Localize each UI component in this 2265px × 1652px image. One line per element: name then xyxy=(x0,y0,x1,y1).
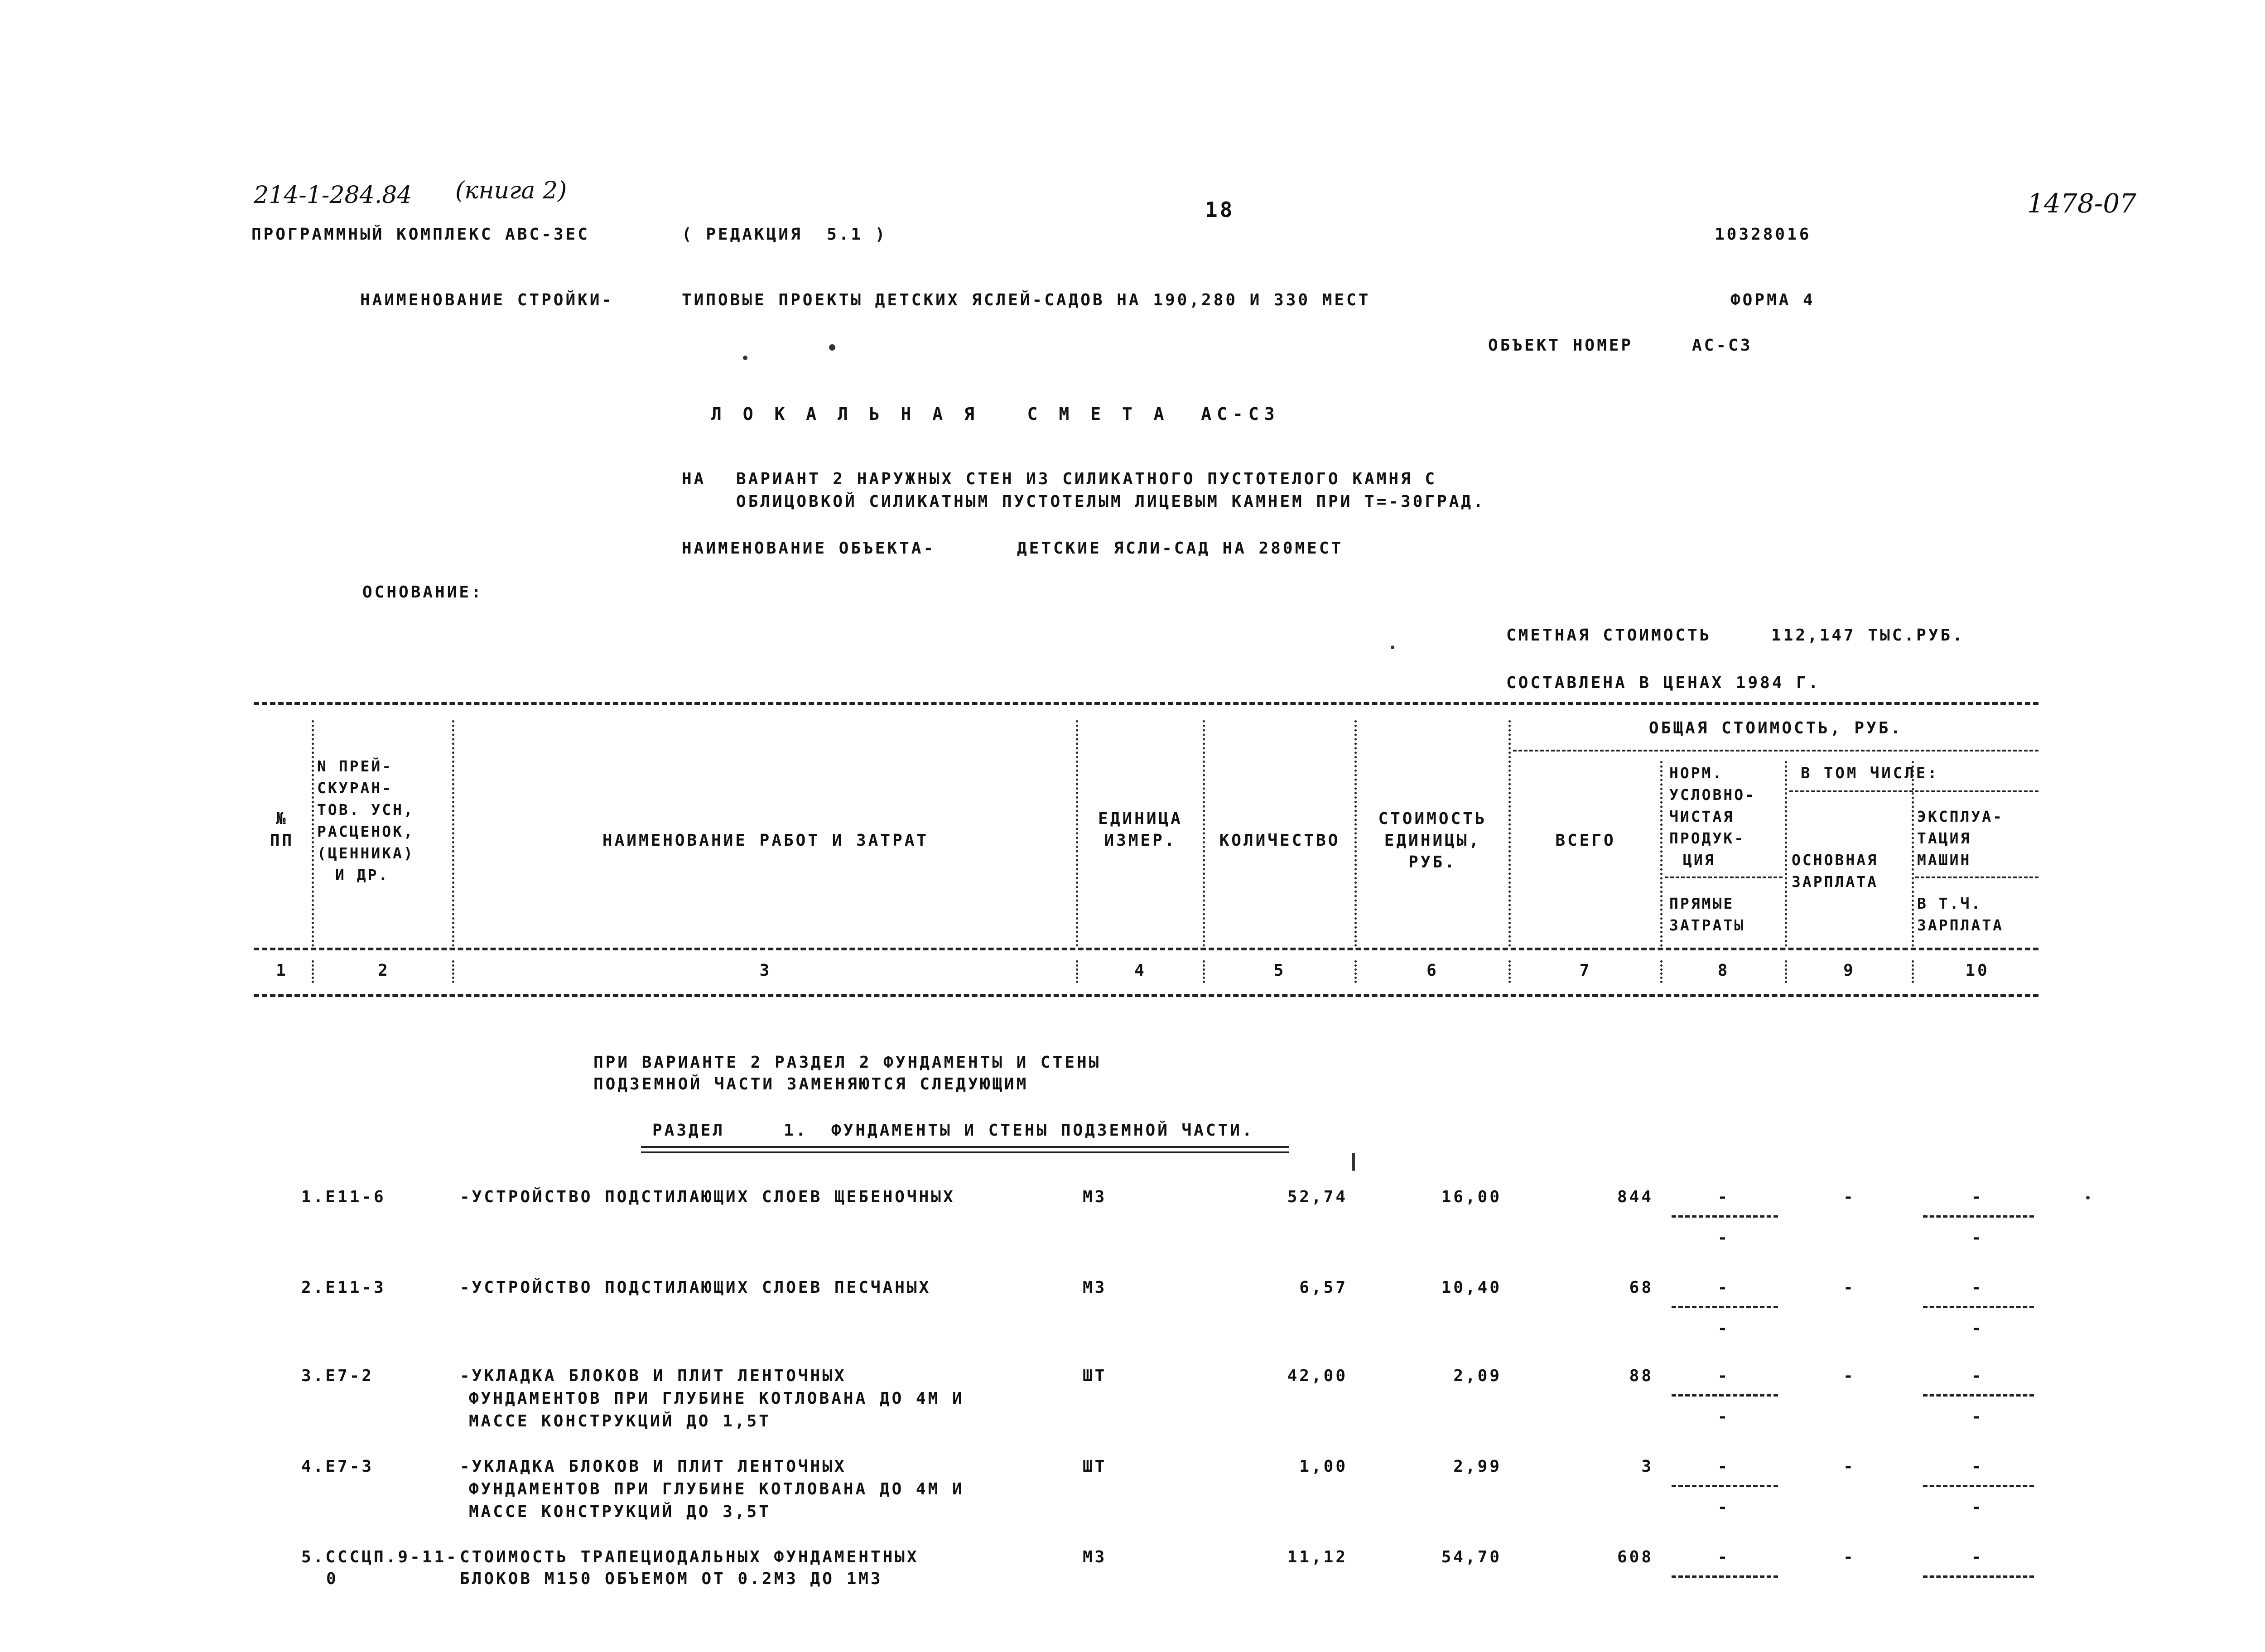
cell-rule xyxy=(1672,1306,1778,1308)
section-underline xyxy=(641,1146,1289,1153)
program-name: ПРОГРАММНЫЙ КОМПЛЕКС АВС-3ЕС xyxy=(251,225,590,244)
row-work-name: -УКЛАДКА БЛОКОВ И ПЛИТ ЛЕНТОЧНЫХ xyxy=(460,1367,847,1385)
header-col1-line2: ПП xyxy=(270,831,294,850)
column-separator xyxy=(312,960,314,983)
row-code-cont: 0 xyxy=(326,1570,338,1588)
row-net-product: - xyxy=(1717,1278,1730,1297)
row-unit-cost: 10,40 xyxy=(1441,1278,1502,1297)
row-quantity: 6,57 xyxy=(1299,1278,1348,1297)
header-col8-rule xyxy=(1665,877,1783,878)
row-base-salary: - xyxy=(1843,1188,1855,1206)
row-base-salary: - xyxy=(1843,1278,1855,1297)
row-work-name-cont: МАССЕ КОНСТРУКЦИЙ ДО 3,5Т xyxy=(469,1503,771,1521)
row-total: 608 xyxy=(1617,1548,1653,1566)
row-unit: ШТ xyxy=(1083,1457,1107,1476)
row-work-name-cont: ФУНДАМЕНТОВ ПРИ ГЛУБИНЕ КОТЛОВАНА ДО 4М И xyxy=(469,1480,964,1498)
row-machines: - xyxy=(1971,1548,1984,1566)
cell-rule xyxy=(1923,1485,2034,1487)
column-separator xyxy=(1508,960,1511,983)
column-separator xyxy=(1912,960,1914,983)
header-col10-line: ТАЦИЯ xyxy=(1917,829,1971,847)
row-work-name: -УКЛАДКА БЛОКОВ И ПЛИТ ЛЕНТОЧНЫХ xyxy=(460,1457,847,1476)
row-work-name: -УСТРОЙСТВО ПОДСТИЛАЮЩИХ СЛОЕВ ЩЕБЕНОЧНЫХ xyxy=(460,1188,955,1206)
column-separator xyxy=(1203,960,1205,983)
column-number: 10 xyxy=(1965,961,1990,980)
row-work-name-cont: ФУНДАМЕНТОВ ПРИ ГЛУБИНЕ КОТЛОВАНА ДО 4М И xyxy=(469,1389,964,1408)
column-number: 6 xyxy=(1426,961,1439,980)
cell-rule xyxy=(1923,1215,2034,1218)
header-total-cost: ОБЩАЯ СТОИМОСТЬ, РУБ. xyxy=(1648,719,1903,737)
header-col10-line: МАШИН xyxy=(1917,851,1971,869)
estimated-cost-label: СМЕТНАЯ СТОИМОСТЬ xyxy=(1506,626,1712,645)
column-number: 5 xyxy=(1273,961,1286,980)
scan-speck xyxy=(829,344,835,351)
document-id: 10328016 xyxy=(1715,225,1812,244)
section-number: 1. xyxy=(784,1121,808,1140)
row-work-name: -УСТРОЙСТВО ПОДСТИЛАЮЩИХ СЛОЕВ ПЕСЧАНЫХ xyxy=(460,1278,931,1297)
column-number: 7 xyxy=(1579,961,1592,980)
scan-speck xyxy=(2086,1196,2090,1199)
header-unit-line2: ИЗМЕР. xyxy=(1104,831,1177,850)
section-title: ФУНДАМЕНТЫ И СТЕНЫ ПОДЗЕМНОЙ ЧАСТИ. xyxy=(831,1121,1254,1140)
column-number: 9 xyxy=(1843,961,1855,980)
column-number-bottom-rule xyxy=(254,994,2038,997)
row-quantity: 52,74 xyxy=(1287,1188,1348,1206)
column-separator xyxy=(312,720,314,947)
header-unit-cost-line3: РУБ. xyxy=(1408,853,1457,872)
object-name-label: НАИМЕНОВАНИЕ ОБЪЕКТА- xyxy=(682,539,936,558)
row-total: 3 xyxy=(1641,1457,1653,1476)
row-unit-cost: 2,99 xyxy=(1453,1457,1502,1476)
variant-note-line2: ПОДЗЕМНОЙ ЧАСТИ ЗАМЕНЯЮТСЯ СЛЕДУЮЩИМ xyxy=(593,1075,1029,1093)
section-label: РАЗДЕЛ xyxy=(652,1121,725,1140)
row-machines: - xyxy=(1971,1188,1984,1206)
header-group-rule xyxy=(1513,750,2038,751)
row-unit: М3 xyxy=(1083,1548,1107,1566)
column-separator xyxy=(1354,960,1357,983)
row-base-salary: - xyxy=(1843,1548,1855,1566)
column-separator xyxy=(1912,761,1914,947)
document-title: Л О К А Л Ь Н А Я С М Е Т А АС-СЗ xyxy=(711,404,1280,424)
header-unit-cost-line1: СТОИМОСТЬ xyxy=(1378,809,1487,828)
row-machines: - xyxy=(1971,1278,1984,1297)
header-unit-line1: ЕДИНИЦА xyxy=(1098,809,1183,828)
row-machines: - xyxy=(1971,1367,1984,1385)
estimated-cost-value: 112,147 ТЫС.РУБ. xyxy=(1771,626,1965,645)
table-top-rule xyxy=(254,702,2038,705)
column-separator xyxy=(1785,761,1787,947)
row-code: 1.Е11-6 xyxy=(301,1188,386,1206)
purpose-line-1: ВАРИАНТ 2 НАРУЖНЫХ СТЕН ИЗ СИЛИКАТНОГО ПУСТОТЕЛОГО КАМНЯ С xyxy=(736,470,1437,488)
column-separator xyxy=(1076,960,1078,983)
row-base-salary: - xyxy=(1843,1457,1855,1476)
cell-rule xyxy=(1672,1394,1778,1397)
row-machines-salary: - xyxy=(1971,1319,1984,1338)
header-col8-line: ПРЯМЫЕ xyxy=(1669,895,1735,912)
row-unit-cost: 54,70 xyxy=(1441,1548,1502,1566)
header-works-name: НАИМЕНОВАНИЕ РАБОТ И ЗАТРАТ xyxy=(602,831,929,850)
row-net-product: - xyxy=(1717,1457,1730,1476)
scan-speck xyxy=(743,356,747,360)
purpose-line-2: ОБЛИЦОВКОЙ СИЛИКАТНЫМ ПУСТОТЕЛЫМ ЛИЦЕВЫМ КАМНЕМ ПРИ Т=-30ГРАД. xyxy=(736,492,1485,511)
row-direct-costs: - xyxy=(1717,1228,1730,1247)
header-unit-cost-line2: ЕДИНИЦЫ, xyxy=(1384,831,1481,850)
header-quantity: КОЛИЧЕСТВО xyxy=(1219,831,1340,850)
row-code: 2.Е11-3 xyxy=(301,1278,386,1297)
header-col2-line: N ПРЕЙ- xyxy=(317,757,393,775)
row-code: 5.СССЦП.9-11- xyxy=(301,1548,458,1566)
price-base-label: СОСТАВЛЕНА В ЦЕНАХ 1984 Г. xyxy=(1506,674,1821,692)
header-col2-line: (ЦЕННИКА) xyxy=(317,844,414,862)
row-work-name: СТОИМОСТЬ ТРАПЕЦИОДАЛЬНЫХ ФУНДАМЕНТНЫХ xyxy=(460,1548,919,1566)
column-separator xyxy=(452,960,454,983)
header-col10-line: В Т.Ч. xyxy=(1917,895,1982,912)
basis-label: ОСНОВАНИЕ: xyxy=(362,583,483,602)
header-col8-line: НОРМ. xyxy=(1669,764,1724,782)
column-number: 1 xyxy=(276,961,288,980)
construction-name-value: ТИПОВЫЕ ПРОЕКТЫ ДЕТСКИХ ЯСЛЕЙ-САДОВ НА 190,280 И 330 МЕСТ xyxy=(682,291,1371,309)
column-separator xyxy=(452,720,454,947)
header-col2-line: СКУРАН- xyxy=(317,779,393,797)
column-number: 2 xyxy=(378,961,390,980)
column-separator xyxy=(1354,720,1357,947)
row-direct-costs: - xyxy=(1717,1498,1730,1517)
row-direct-costs: - xyxy=(1717,1407,1730,1426)
cell-rule xyxy=(1923,1575,2034,1578)
row-net-product: - xyxy=(1717,1188,1730,1206)
variant-note-line1: ПРИ ВАРИАНТЕ 2 РАЗДЕЛ 2 ФУНДАМЕНТЫ И СТЕНЫ xyxy=(593,1053,1101,1072)
row-total: 68 xyxy=(1629,1278,1653,1297)
archive-number-handwritten: 1478-07 xyxy=(2027,188,2137,219)
row-work-name-cont: БЛОКОВ М150 ОБЪЕМОМ ОТ 0.2М3 ДО 1М3 xyxy=(460,1570,883,1588)
edition-label: ( РЕДАКЦИЯ 5.1 ) xyxy=(682,225,887,244)
header-col9-line2: ЗАРПЛАТА xyxy=(1792,873,1878,891)
column-separator xyxy=(1785,960,1787,983)
column-number: 8 xyxy=(1717,961,1730,980)
header-col1-line1: № xyxy=(276,809,288,828)
header-col9-line1: ОСНОВНАЯ xyxy=(1792,851,1878,869)
header-total: ВСЕГО xyxy=(1555,831,1616,850)
header-col10-rule xyxy=(1915,877,2038,878)
row-unit: ШТ xyxy=(1083,1367,1107,1385)
header-col10-line: ЭКСПЛУА- xyxy=(1917,808,2004,825)
row-work-name-cont: МАССЕ КОНСТРУКЦИЙ ДО 1,5Т xyxy=(469,1412,771,1430)
page-number: 18 xyxy=(1205,197,1235,222)
book-note-handwritten: (книга 2) xyxy=(455,177,567,204)
header-col10-line: ЗАРПЛАТА xyxy=(1917,916,2004,934)
construction-name-label: НАИМЕНОВАНИЕ СТРОЙКИ- xyxy=(360,291,614,309)
row-code: 4.Е7-3 xyxy=(301,1457,374,1476)
header-col8-line: ЧИСТАЯ xyxy=(1669,808,1735,825)
cell-rule xyxy=(1923,1306,2034,1308)
row-quantity: 42,00 xyxy=(1287,1367,1348,1385)
cell-rule xyxy=(1672,1485,1778,1487)
header-col8-line: ЗАТРАТЫ xyxy=(1669,916,1745,934)
column-separator xyxy=(1660,761,1663,947)
row-machines: - xyxy=(1971,1457,1984,1476)
header-bottom-rule xyxy=(254,948,2038,950)
row-base-salary: - xyxy=(1843,1367,1855,1385)
header-col2-line: ТОВ. УСН, xyxy=(317,801,414,819)
header-col2-line: И ДР. xyxy=(335,866,390,884)
object-number-label: ОБЪЕКТ НОМЕР xyxy=(1488,336,1634,355)
object-number-value: АС-СЗ xyxy=(1692,336,1753,355)
header-subgroup-rule xyxy=(1789,790,2038,792)
row-quantity: 1,00 xyxy=(1299,1457,1348,1476)
cell-rule xyxy=(1672,1215,1778,1218)
scan-speck xyxy=(1352,1153,1355,1171)
row-total: 88 xyxy=(1629,1367,1653,1385)
row-net-product: - xyxy=(1717,1367,1730,1385)
column-number: 3 xyxy=(759,961,772,980)
header-col8-line: УСЛОВНО- xyxy=(1669,786,1756,804)
row-quantity: 11,12 xyxy=(1287,1548,1348,1566)
doc-code-handwritten: 214-1-284.84 xyxy=(254,182,412,209)
row-unit-cost: 16,00 xyxy=(1441,1188,1502,1206)
scan-speck xyxy=(1391,645,1394,649)
row-unit-cost: 2,09 xyxy=(1453,1367,1502,1385)
purpose-prefix: НА xyxy=(682,470,706,488)
column-separator xyxy=(1203,720,1205,947)
cell-rule xyxy=(1923,1394,2034,1397)
header-col8-line: ЦИЯ xyxy=(1683,851,1716,869)
column-separator xyxy=(1076,720,1078,947)
column-separator xyxy=(1660,960,1663,983)
form-label: ФОРМА 4 xyxy=(1730,291,1815,309)
row-code: 3.Е7-2 xyxy=(301,1367,374,1385)
header-col2-line: РАСЦЕНОК, xyxy=(317,823,414,840)
row-net-product: - xyxy=(1717,1548,1730,1566)
row-machines-salary: - xyxy=(1971,1498,1984,1517)
column-number: 4 xyxy=(1134,961,1147,980)
row-unit: М3 xyxy=(1083,1188,1107,1206)
row-total: 844 xyxy=(1617,1188,1653,1206)
row-machines-salary: - xyxy=(1971,1407,1984,1426)
object-name-value: ДЕТСКИЕ ЯСЛИ-САД НА 280МЕСТ xyxy=(1017,539,1344,558)
row-unit: М3 xyxy=(1083,1278,1107,1297)
row-direct-costs: - xyxy=(1717,1319,1730,1338)
cell-rule xyxy=(1672,1575,1778,1578)
header-col8-line: ПРОДУК- xyxy=(1669,829,1745,847)
header-in-that-number: В ТОМ ЧИСЛЕ: xyxy=(1801,764,1939,782)
column-separator xyxy=(1508,720,1511,947)
row-machines-salary: - xyxy=(1971,1228,1984,1247)
